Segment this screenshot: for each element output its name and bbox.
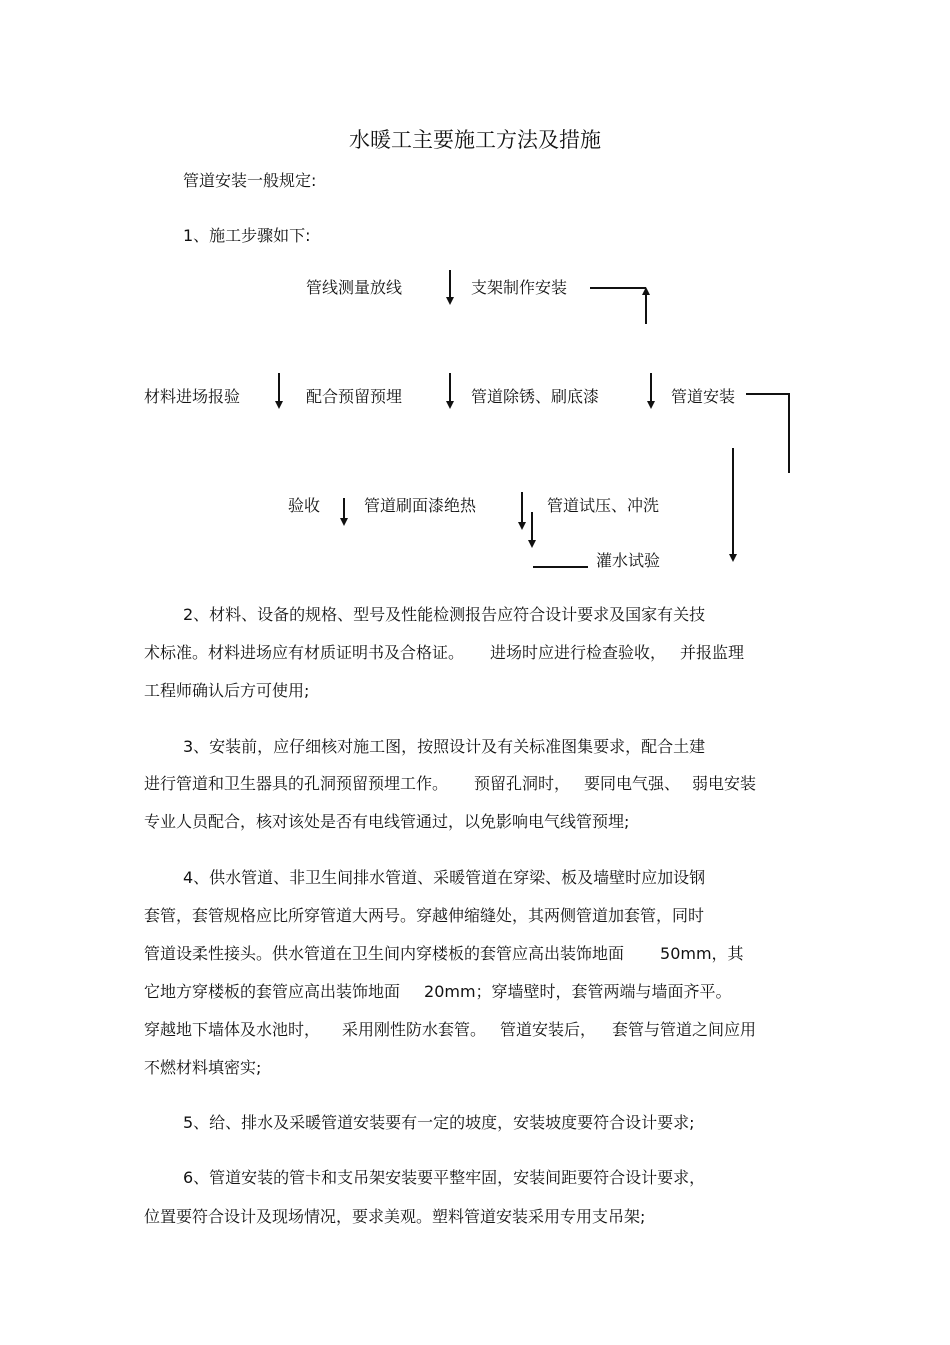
flow-arrow-line xyxy=(531,512,533,540)
p4-line5 xyxy=(144,1020,756,1040)
p2-line1: 2、材料、设备的规格、型号及性能检测报告应符合设计要求及国家有关技 xyxy=(183,605,706,624)
p4-line5-part: 管道安装后， xyxy=(500,1020,597,1039)
p3-line1: 3、安装前，应仔细核对施工图，按照设计及有关标准图集要求，配合土建 xyxy=(183,737,706,756)
p2-line3: 工程师确认后方可使用; xyxy=(144,681,310,700)
p4-line4 xyxy=(144,982,732,1002)
arrow-down-icon xyxy=(446,401,454,409)
p3-line2-part: 要同电气强、 xyxy=(584,774,681,793)
p6-line2: 位置要符合设计及现场情况，要求美观。塑料管道安装采用专用支吊架; xyxy=(144,1207,646,1226)
p4-line5-part: 采用刚性防水套管。 xyxy=(342,1020,487,1039)
flow-arrow-line xyxy=(449,373,451,401)
flow-arrow-line xyxy=(278,373,280,401)
arrow-down-icon xyxy=(275,401,283,409)
arrow-down-icon xyxy=(528,540,536,548)
flow-node-water-test: 灌水试验 xyxy=(596,551,661,570)
p4-line5-part: 穿越地下墙体及水池时， xyxy=(144,1020,321,1039)
page-title: 水暖工主要施工方法及措施 xyxy=(349,128,601,152)
intro-text: 管道安装一般规定: xyxy=(183,171,317,190)
p4-line2: 套管，套管规格应比所穿管道大两号。穿越伸缩缝处，其两侧管道加套管，同时 xyxy=(144,906,705,925)
p3-line2-part: 弱电安装 xyxy=(692,774,757,793)
flow-node-pressure-test: 管道试压、冲洗 xyxy=(547,496,660,515)
arrow-down-icon xyxy=(729,554,737,562)
flow-connector xyxy=(788,393,790,473)
arrow-down-icon xyxy=(647,401,655,409)
flow-connector xyxy=(590,287,646,289)
p4-line3 xyxy=(144,944,744,964)
flow-arrow-line xyxy=(732,448,734,554)
p3-line2 xyxy=(144,774,756,794)
p2-line2 xyxy=(144,643,744,663)
p5-line1: 5、给、排水及采暖管道安装要有一定的坡度，安装坡度要符合设计要求; xyxy=(183,1113,695,1132)
flow-node-derust: 管道除锈、刷底漆 xyxy=(471,387,600,406)
p4-line4-part: 20mm；穿墙壁时，套管两端与墙面齐平。 xyxy=(424,982,732,1001)
flow-node-bracket: 支架制作安装 xyxy=(471,278,568,297)
p3-line2-part: 进行管道和卫生器具的孔洞预留预埋工作。 xyxy=(144,774,449,793)
flow-connector xyxy=(533,566,588,568)
flow-arrow-line xyxy=(650,373,652,401)
step1-heading: 1、施工步骤如下: xyxy=(183,226,311,245)
arrow-up-icon xyxy=(642,287,650,295)
flow-node-embed: 配合预留预埋 xyxy=(306,387,403,406)
p4-line3-part: 50mm，其 xyxy=(660,944,744,963)
flow-connector xyxy=(746,393,789,395)
p4-line4-part: 它地方穿楼板的套管应高出装饰地面 xyxy=(144,982,401,1001)
p2-line2-part: 进场时应进行检查验收， xyxy=(490,643,667,662)
p2-line2-part: 术标准。材料进场应有材质证明书及合格证。 xyxy=(144,643,465,662)
p4-line5-part: 套管与管道之间应用 xyxy=(612,1020,757,1039)
p3-line2-part: 预留孔洞时， xyxy=(474,774,571,793)
flow-node-install: 管道安装 xyxy=(671,387,736,406)
p2-line2-part: 并报监理 xyxy=(680,643,745,662)
flow-node-acceptance: 验收 xyxy=(288,496,321,515)
flow-node-paint-insulation: 管道刷面漆绝热 xyxy=(364,496,477,515)
flow-arrow-line xyxy=(343,498,345,518)
arrow-down-icon xyxy=(518,522,526,530)
flow-arrow-line xyxy=(449,270,451,297)
arrow-down-icon xyxy=(340,518,348,526)
arrow-down-icon xyxy=(446,297,454,305)
flow-node-survey: 管线测量放线 xyxy=(306,278,403,297)
p3-line3: 专业人员配合，核对该处是否有电线管通过，以免影响电气线管预埋; xyxy=(144,812,630,831)
flow-arrow-line xyxy=(521,492,523,522)
flow-node-material-check: 材料进场报验 xyxy=(144,387,241,406)
p4-line3-part: 管道设柔性接头。供水管道在卫生间内穿楼板的套管应高出装饰地面 xyxy=(144,944,625,963)
flow-connector xyxy=(645,294,647,324)
p4-line1: 4、供水管道、非卫生间排水管道、采暖管道在穿梁、板及墙壁时应加设钢 xyxy=(183,868,706,887)
p6-line1: 6、管道安装的管卡和支吊架安装要平整牢固，安装间距要符合设计要求， xyxy=(183,1168,706,1187)
p4-line6: 不燃材料填密实; xyxy=(144,1058,262,1077)
